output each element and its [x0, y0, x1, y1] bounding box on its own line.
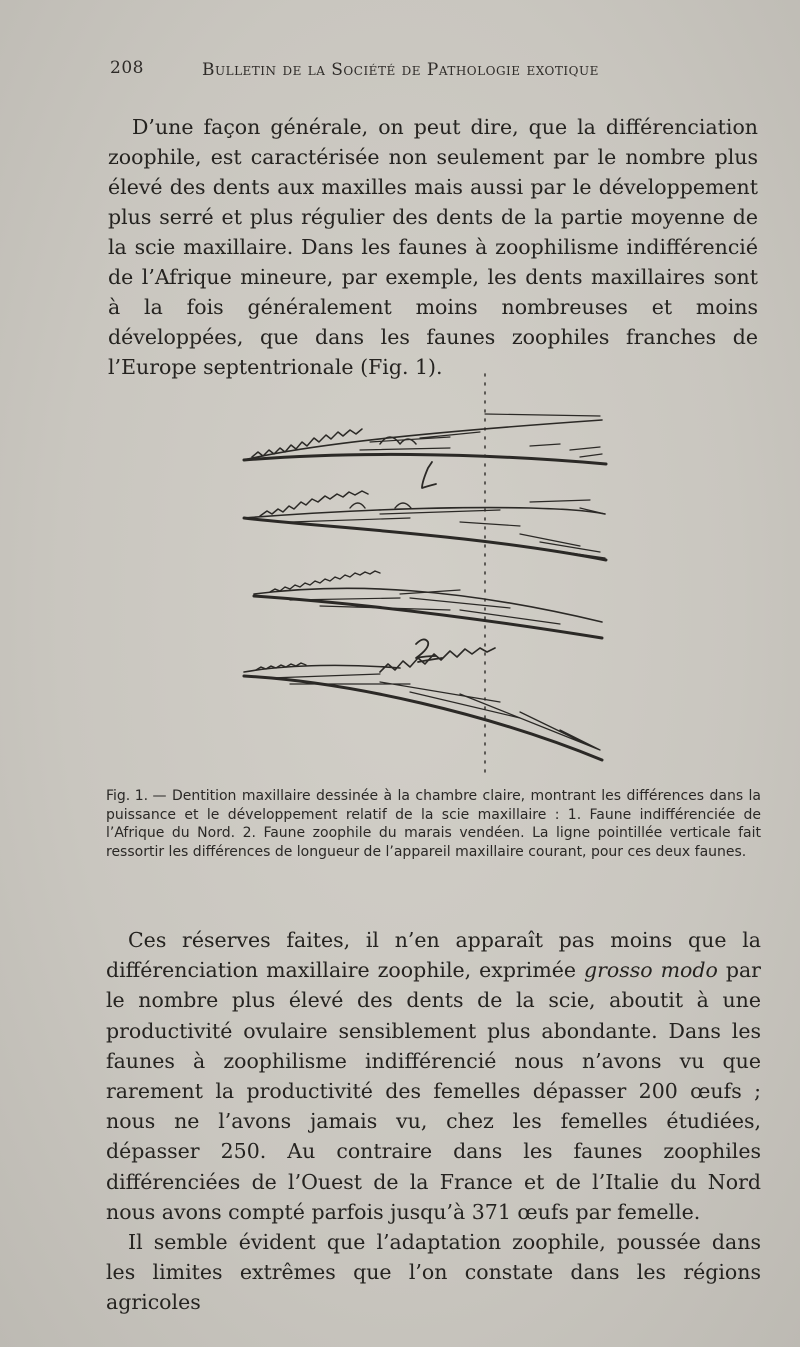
maxilla-1a: [244, 414, 606, 464]
figure-caption: [106, 787, 761, 861]
paragraph-2-text-b: par le nombre plus élevé des dents de la scie, aboutit à une productivité ovulaire sensiblement plus abondante. Dans les faunes à zoophilisme indifférencié nous n’avons vu que rarement la productivité des femelles dépasser 200 œufs ; nous ne l’avons jamais vu, chez les femelles étudiées, dépasser 250. Au contraire dans les faunes zoophiles différenciées de l’Ouest de la France et de l’Italie du Nord nous avons compté parfois jusqu’à 371 œufs par femelle.: [106, 958, 761, 1224]
maxilla-1b: [244, 491, 606, 560]
caption-lead: Fig. 1. —: [106, 788, 167, 804]
paragraph-2-text-a: Ces réserves faites, il n’en apparaît pas moins que la différenciation maxillaire zoophile, exprimée: [106, 928, 761, 983]
running-title: Bulletin de la Société de Pathologie exotique: [202, 60, 599, 80]
paragraph-2-italic: grosso modo: [584, 958, 718, 983]
paragraph-1-text: D’une façon générale, on peut dire, que la différenciation zoophile, est caractérisée non seulement par le nombre plus élevé des dents aux maxilles mais aussi par le développement plus serré et plus régulier des dents de la partie moyenne de la scie maxillaire. Dans les faunes à zoophilisme indifférencié de l’Afrique mineure, par exemple, les dents maxillaires sont à la fois généralement moins nombreuses et moins développées, que dans les faunes zoophiles franches de l’Europe septentrionale (Fig. 1).: [108, 115, 758, 379]
caption-text: Dentition maxillaire dessinée à la chambre claire, montrant les différences dans la puissance et le développement relatif de la scie maxillaire : 1. Faune indifférenciée de l’Afrique du Nord. 2. Faune zoophile du marais vendéen. La ligne pointillée verticale fait ressortir les différences de longueur de l’appareil maxillaire courant, pour ces deux faunes.: [106, 788, 762, 860]
maxillae-illustration: [230, 372, 630, 782]
paragraph-1: [108, 112, 758, 382]
maxilla-2b: [244, 648, 602, 760]
paragraph-3-text: Il semble évident que l’adaptation zoophile, poussée dans les limites extrêmes que l’on constate dans les régions agricoles: [106, 1230, 761, 1315]
figure-1-maxillae-drawing: [230, 372, 630, 782]
handwritten-label-1: [422, 462, 436, 488]
maxilla-2a: [254, 571, 602, 638]
paragraph-2: [106, 925, 761, 1318]
page-number: 208: [110, 58, 144, 78]
